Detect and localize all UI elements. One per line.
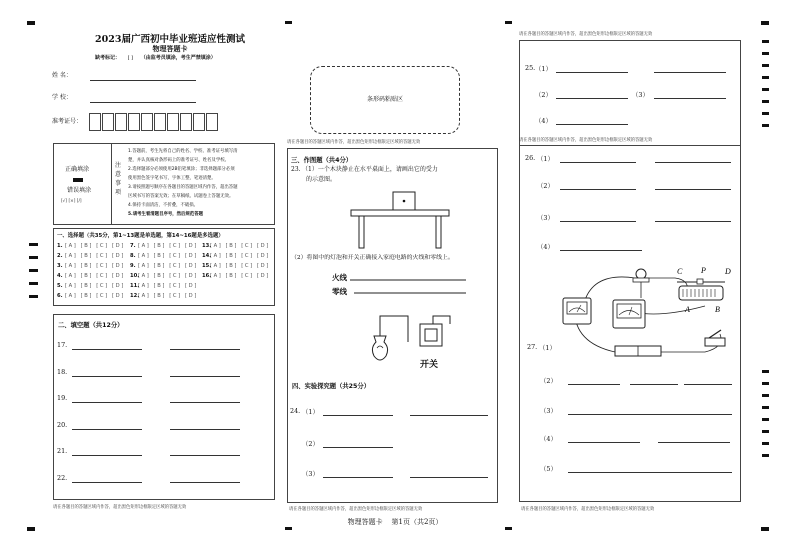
- q24-number: 24.: [290, 407, 301, 415]
- answer-line[interactable]: [170, 482, 240, 483]
- right-divider: [519, 145, 741, 146]
- block-center-dot: [403, 200, 406, 203]
- area-warning: 请在各题目的答题区域内作答，超出黑色矩形边框限定区域的答题无效: [521, 507, 655, 512]
- notes-content: [53, 143, 275, 225]
- timing-mark: [762, 454, 769, 457]
- ammeter: [563, 298, 591, 324]
- notes-side-label: 注意事项: [115, 162, 122, 196]
- mc-question-number: 5.: [57, 283, 63, 289]
- id-digit-box[interactable]: [128, 113, 140, 131]
- timing-mark: [762, 382, 769, 385]
- mc-answer-bubbles[interactable]: [A] [B] [C] [D]: [210, 243, 270, 249]
- q26-part-label: （3）: [537, 214, 554, 222]
- name-label: 姓 名：: [52, 72, 72, 79]
- timing-mark: [762, 76, 769, 79]
- answer-line[interactable]: [684, 384, 732, 385]
- mc-answer-bubbles[interactable]: [A] [B] [C] [D]: [65, 243, 125, 249]
- q25-number: 25.: [525, 64, 536, 72]
- id-digit-box[interactable]: [206, 113, 218, 131]
- mc-question-number: 3.: [57, 263, 63, 269]
- q25-part-label: （3）: [632, 91, 649, 99]
- rheostat-label-a: A: [685, 305, 690, 314]
- notes-line: 4.保持卡面清洁，不折叠，不破损。: [128, 203, 199, 208]
- q25-part-label: （2）: [535, 91, 552, 99]
- area-warning: 请在各题目的答题区域内作答，超出黑色矩形边框限定区域的答题无效: [519, 138, 653, 143]
- answer-line[interactable]: [655, 162, 731, 163]
- timing-mark: [762, 40, 769, 43]
- answer-line[interactable]: [410, 477, 488, 478]
- answer-line[interactable]: [568, 472, 732, 473]
- mc-question-number: 15.: [202, 263, 212, 269]
- lab-circuit-figure: [555, 262, 740, 362]
- q26-number: 26.: [525, 154, 536, 162]
- mc-question-row: [130, 253, 198, 259]
- timing-mark: [29, 256, 38, 259]
- q27-number: 27.: [527, 343, 538, 351]
- timing-mark: [29, 243, 38, 246]
- fill-question-number: 18.: [57, 367, 68, 376]
- mc-question-row: [202, 273, 270, 279]
- answer-line[interactable]: [323, 415, 393, 416]
- correct-fill-label: 正确填涂: [65, 166, 90, 173]
- absent-checkbox[interactable]: [ ]: [127, 55, 134, 61]
- correct-fill-mark: [73, 178, 83, 182]
- notes-line: 1.答题前，考生先将自己的姓名、学校、准考证号填写清: [128, 149, 238, 154]
- mc-answer-bubbles[interactable]: [A] [B] [C] [D]: [138, 293, 198, 299]
- timing-mark: [762, 100, 769, 103]
- absent-note: （由监考员填涂，考生严禁填涂）: [140, 55, 216, 61]
- q26-part-label: （1）: [537, 155, 554, 163]
- timing-mark: [762, 430, 769, 433]
- mc-question-row: [57, 253, 125, 259]
- answer-line[interactable]: [72, 482, 142, 483]
- timing-mark: [762, 112, 769, 115]
- fill-question-number: 22.: [57, 473, 68, 482]
- q27-part-label: （2）: [540, 377, 557, 385]
- absent-label: 缺考标记：: [95, 55, 121, 61]
- answer-line[interactable]: [72, 429, 142, 430]
- area-warning: 请在各题目的答题区域内作答，超出黑色矩形边框限定区域的答题无效: [289, 507, 423, 512]
- answer-line[interactable]: [556, 124, 628, 125]
- mc-question-number: 4.: [57, 273, 63, 279]
- corner-mark: [27, 21, 35, 25]
- q23-part2: （2）将图中的灯泡和开关正确接入家庭电路的火线和零线上。: [291, 255, 454, 261]
- mc-question-row: [202, 253, 270, 259]
- neutral-wire-label: 零线: [332, 287, 347, 296]
- mc-answer-bubbles[interactable]: [A] [B] [C] [D]: [210, 253, 270, 259]
- answer-line[interactable]: [568, 442, 640, 443]
- q24-part-label: （2）: [302, 440, 319, 448]
- answer-line[interactable]: [323, 447, 393, 448]
- q23-part1-line1: （1）一个木块静止在水平桌面上，请画出它的受力: [302, 166, 438, 173]
- fill-question-number: 21.: [57, 447, 68, 455]
- switch-button: [425, 329, 437, 341]
- page-footer: 物理答题卡 第1页（共2页）: [347, 518, 443, 526]
- mc-answer-bubbles[interactable]: [A] [B] [C] [D]: [210, 263, 270, 269]
- fill-box: [53, 314, 275, 500]
- answer-line[interactable]: [170, 402, 240, 403]
- area-warning: 请在各题目的答题区域内作答，超出黑色矩形边框限定区域的答题无效: [519, 32, 653, 37]
- mc-question-number: 2.: [57, 253, 63, 259]
- switch: [705, 330, 725, 346]
- corner-mark: [761, 21, 769, 25]
- q26-part-label: （2）: [537, 182, 554, 190]
- corner-mark: [761, 527, 769, 531]
- battery: [615, 346, 661, 356]
- live-wire-label: 火线: [332, 273, 347, 282]
- rheostat-label-c: C: [677, 267, 683, 276]
- mc-answer-bubbles[interactable]: [A] [B] [C] [D]: [138, 243, 198, 249]
- id-digit-box[interactable]: [141, 113, 153, 131]
- sheet-subtitle: 物理答题卡: [152, 44, 188, 53]
- mc-answer-bubbles[interactable]: [A] [B] [C] [D]: [138, 263, 198, 269]
- timing-mark: [285, 527, 292, 530]
- fill-question-number: 19.: [57, 394, 68, 402]
- answer-line[interactable]: [568, 384, 620, 385]
- mc-answer-bubbles[interactable]: [A] [B] [C] [D]: [65, 273, 125, 279]
- answer-line[interactable]: [630, 384, 678, 385]
- mc-question-row: [202, 263, 270, 269]
- light-bulb: [633, 269, 649, 282]
- mc-question-row: [57, 263, 125, 269]
- mc-question-row: [130, 243, 198, 249]
- timing-mark: [285, 21, 292, 24]
- answer-line[interactable]: [560, 162, 636, 163]
- timing-mark: [762, 124, 769, 127]
- answer-line[interactable]: [72, 455, 142, 456]
- mc-answer-bubbles[interactable]: [A] [B] [C] [D]: [138, 283, 198, 289]
- absent-row: [95, 55, 216, 62]
- id-label: 准考证号：: [52, 118, 83, 125]
- timing-mark: [505, 527, 512, 530]
- notes-line: 5.请考生看清题目序号，然后规范答题: [128, 212, 203, 217]
- mc-question-number: 12.: [130, 293, 140, 299]
- area-warning: 请在各题目的答题区域内作答，超出黑色矩形边框限定区域的答题无效: [53, 505, 187, 510]
- answer-line[interactable]: [556, 72, 628, 73]
- circuit-figure: [350, 278, 470, 370]
- rheostat: [677, 279, 725, 300]
- timing-mark: [762, 370, 769, 373]
- notes-line: 2.选择题部分必须使用2B铅笔填涂；非选择题部分必须: [128, 167, 235, 172]
- mc-question-number: 13.: [202, 243, 212, 249]
- notes-line: 楚，并认真核对条形码上的准考证号、姓名及学校。: [128, 158, 229, 163]
- timing-mark: [762, 442, 769, 445]
- fill-heading: 二、填空题（共12分）: [58, 322, 124, 329]
- rheostat-label-d: D: [725, 267, 731, 276]
- answer-line[interactable]: [560, 189, 636, 190]
- q25-part-label: （4）: [535, 117, 552, 125]
- wrong-fill-label: 错误填涂: [67, 187, 92, 194]
- timing-mark: [29, 269, 38, 272]
- id-digit-box[interactable]: [102, 113, 114, 131]
- mc-question-number: 10.: [130, 273, 140, 279]
- answer-line[interactable]: [654, 72, 726, 73]
- mc-heading: 一、选择题（共35分，第1~13题是单选题，第14~16题是多选题）: [57, 233, 224, 239]
- timing-mark: [762, 52, 769, 55]
- table-leg: [359, 216, 364, 248]
- timing-mark: [29, 295, 38, 298]
- mc-answer-bubbles[interactable]: [A] [B] [C] [D]: [138, 253, 198, 259]
- notes-line: 使用黑色签字笔书写，字体工整，笔迹清楚。: [128, 176, 216, 181]
- timing-mark: [762, 394, 769, 397]
- notes-line: 区域书写的答案无效；在草稿纸、试题卷上答题无效。: [128, 194, 234, 199]
- drawing-heading: 三、作图题（共4分）: [291, 157, 353, 164]
- corner-mark: [27, 527, 35, 531]
- table-leg: [436, 216, 441, 248]
- mc-answer-bubbles[interactable]: [A] [B] [C] [D]: [210, 273, 270, 279]
- answer-line[interactable]: [72, 376, 142, 377]
- answer-line[interactable]: [560, 221, 636, 222]
- answer-line[interactable]: [655, 221, 731, 222]
- notes-line: 3.请按照题号顺序在各题目的答题区域内作答，超出答题: [128, 185, 238, 190]
- id-digit-box[interactable]: [89, 113, 101, 131]
- q24-part-label: （1）: [302, 408, 319, 416]
- mc-question-row: [130, 283, 198, 289]
- area-warning: 请在各题目的答题区域内作答，超出黑色矩形边框限定区域的答题无效: [287, 140, 421, 145]
- mc-answer-bubbles[interactable]: [A] [B] [C] [D]: [65, 283, 125, 289]
- mc-answer-bubbles[interactable]: [A] [B] [C] [D]: [65, 253, 125, 259]
- timing-mark: [505, 21, 512, 24]
- mc-answer-bubbles[interactable]: [A] [B] [C] [D]: [65, 293, 125, 299]
- q23-number: 23.: [291, 166, 301, 173]
- mc-question-row: [57, 273, 125, 279]
- rheostat-label-b: B: [715, 305, 720, 314]
- mc-question-number: 9.: [130, 263, 136, 269]
- fill-question-number: 20.: [57, 420, 68, 429]
- answer-line[interactable]: [170, 376, 240, 377]
- school-field[interactable]: [90, 102, 196, 103]
- sheet-title: 2023届广西初中毕业班适应性测试: [95, 34, 245, 45]
- fill-question-number: 17.: [57, 341, 68, 349]
- mc-question-number: 11.: [130, 283, 140, 289]
- rheostat-label-p: P: [701, 266, 706, 275]
- answer-line[interactable]: [170, 429, 240, 430]
- mc-question-number: 7.: [130, 243, 136, 249]
- mc-question-number: 6.: [57, 293, 63, 299]
- answer-line[interactable]: [560, 250, 642, 251]
- answer-line[interactable]: [658, 442, 730, 443]
- mc-question-row: [130, 263, 198, 269]
- table-top: [351, 210, 449, 216]
- circuit-wire: [575, 302, 722, 352]
- mc-question-row: [202, 243, 270, 249]
- lamp-bulb: [372, 336, 387, 360]
- answer-line[interactable]: [410, 415, 488, 416]
- mc-question-row: [57, 243, 125, 249]
- q26-part-label: （4）: [537, 243, 554, 251]
- wrong-fill-marks: [√] [×] [/]: [61, 199, 82, 204]
- q25-part-label: （1）: [535, 65, 552, 73]
- id-digit-box[interactable]: [180, 113, 192, 131]
- id-digit-box[interactable]: [193, 113, 205, 131]
- answer-line[interactable]: [655, 189, 731, 190]
- q27-part-label: （5）: [540, 465, 557, 473]
- q23-part1-line2: 的示意图。: [306, 176, 337, 183]
- timing-mark: [762, 406, 769, 409]
- mc-question-number: 8.: [130, 253, 136, 259]
- mc-question-number: 16.: [202, 273, 212, 279]
- id-digit-box[interactable]: [167, 113, 179, 131]
- id-digit-box[interactable]: [154, 113, 166, 131]
- timing-mark: [762, 64, 769, 67]
- q24-part-label: （3）: [302, 470, 319, 478]
- mc-question-row: [130, 293, 198, 299]
- experiment-heading: 四、实验探究题（共25分）: [292, 383, 371, 390]
- mc-answer-bubbles[interactable]: [A] [B] [C] [D]: [138, 273, 198, 279]
- q27-part-label: （4）: [540, 435, 557, 443]
- notes-lines: [128, 147, 274, 219]
- answer-line[interactable]: [654, 98, 726, 99]
- answer-line[interactable]: [568, 414, 732, 415]
- id-digit-box[interactable]: [115, 113, 127, 131]
- answer-line[interactable]: [72, 349, 142, 350]
- timing-mark: [762, 88, 769, 91]
- barcode-label: 条形码粘贴区: [366, 96, 403, 103]
- q27-part-label: （3）: [540, 407, 557, 415]
- answer-line[interactable]: [170, 455, 240, 456]
- timing-mark: [762, 418, 769, 421]
- mc-question-row: [57, 293, 125, 299]
- timing-mark: [29, 282, 38, 285]
- name-field[interactable]: [90, 80, 196, 81]
- mc-question-number: 14.: [202, 253, 212, 259]
- mc-question-row: [130, 273, 198, 279]
- table-block-figure: [345, 188, 455, 250]
- voltmeter: [613, 300, 645, 328]
- mc-question-row: [57, 283, 125, 289]
- q27-part-label: （1）: [539, 344, 556, 352]
- switch-label: 开关: [420, 360, 439, 370]
- school-label: 学 校：: [52, 94, 72, 101]
- mc-answer-bubbles[interactable]: [A] [B] [C] [D]: [65, 263, 125, 269]
- answer-line[interactable]: [72, 402, 142, 403]
- answer-line[interactable]: [323, 477, 393, 478]
- answer-line[interactable]: [170, 349, 240, 350]
- answer-line[interactable]: [556, 98, 628, 99]
- mc-question-number: 1.: [57, 243, 63, 249]
